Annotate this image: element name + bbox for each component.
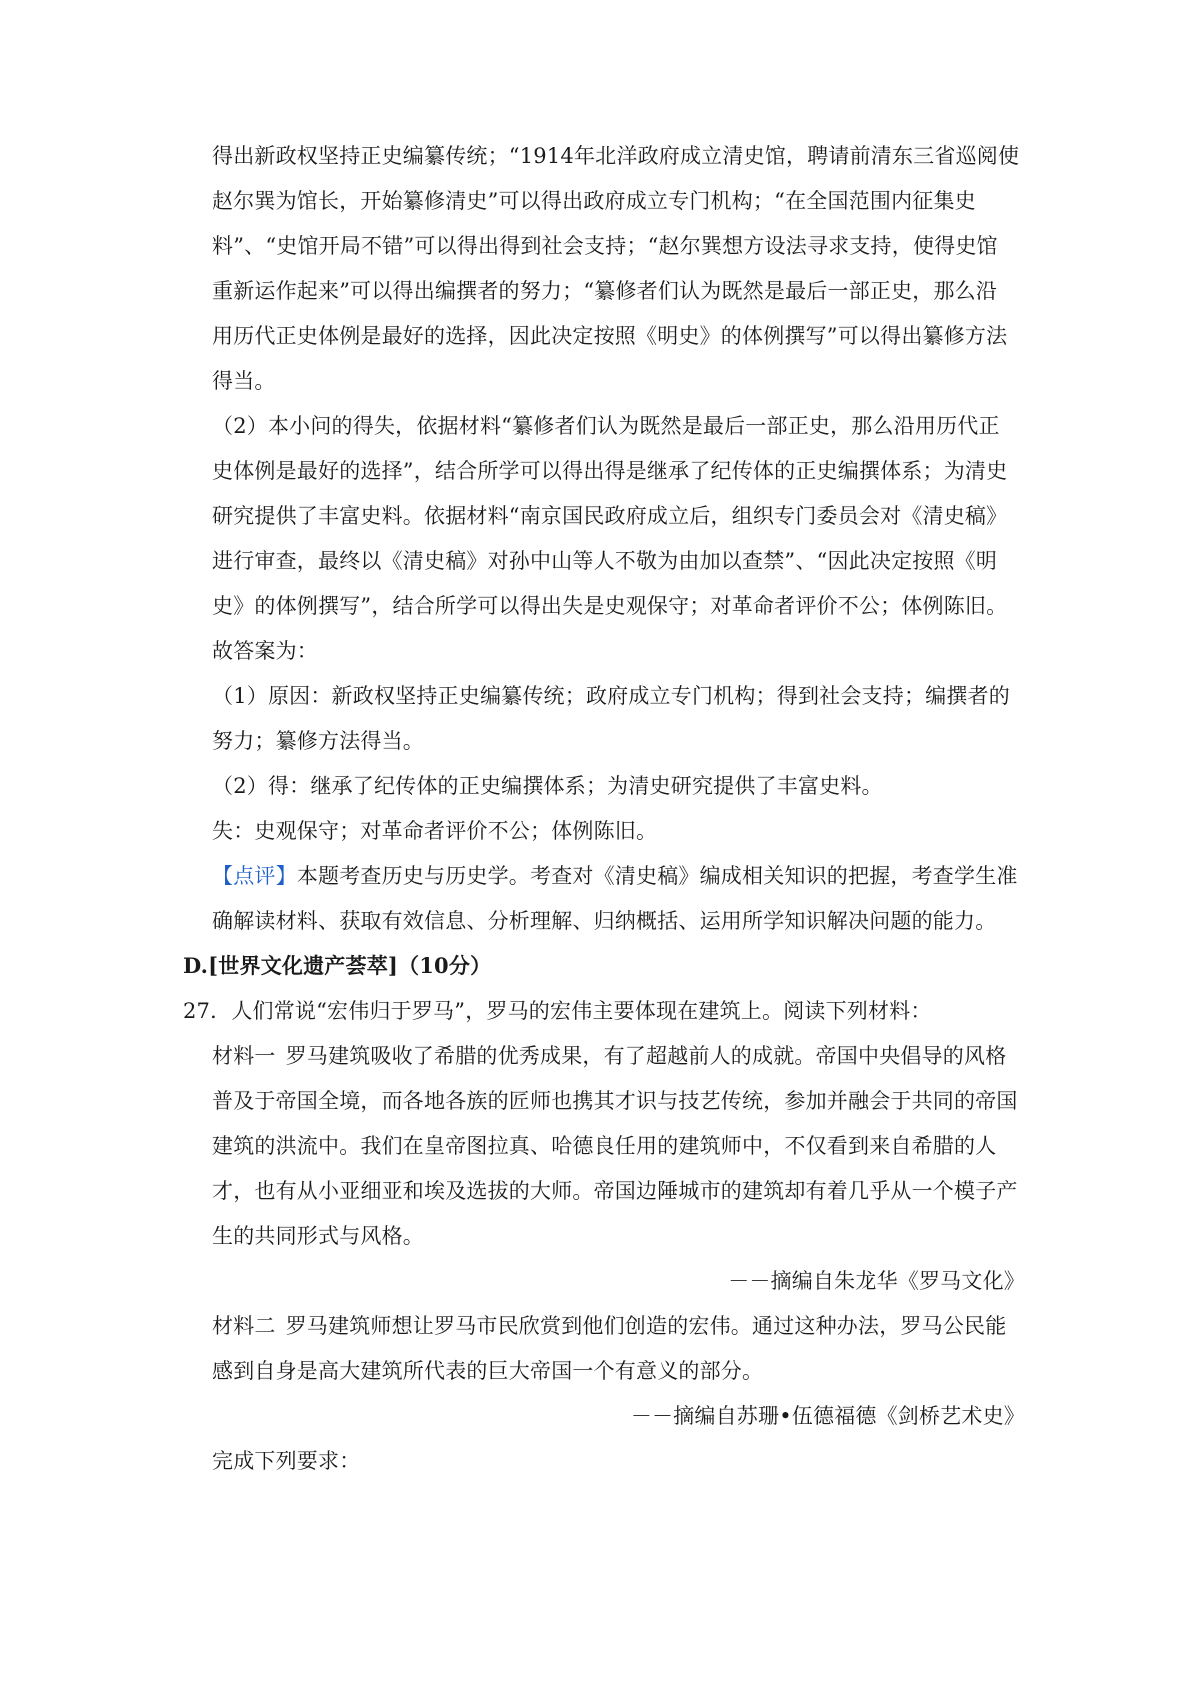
paragraph-line: 赵尔巽为馆长，开始纂修清史”可以得出政府成立专门机构；“在全国范围内征集史 (212, 189, 976, 213)
material-label: 材料二 (212, 1314, 276, 1338)
material-line: 生的共同形式与风格。 (212, 1224, 424, 1248)
material-line: 普及于帝国全境，而各地各族的匠师也携其才识与技艺传统，参加并融会于共同的帝国 (212, 1089, 1018, 1113)
material-line: 建筑的洪流中。我们在皇帝图拉真、哈德良任用的建筑师中，不仅看到来自希腊的人 (212, 1134, 997, 1158)
commentary-text: 本题考查历史与历史学。考查对《清史稿》编成相关知识的把握，考查学生准 (296, 864, 1018, 888)
material-source: －－摘编自苏珊•伍德福德《剑桥艺术史》 (630, 1404, 1025, 1428)
commentary-tag: 【点评】 (212, 864, 297, 888)
answer-line: （1）原因：新政权坚持正史编纂传统；政府成立专门机构；得到社会支持；编撰者的 (212, 684, 1010, 708)
paragraph-line: 得出新政权坚持正史编纂传统；“1914年北洋政府成立清史馆，聘请前清东三省巡阅使 (212, 144, 1020, 168)
paragraph-line: （2）本小问的得失，依据材料“纂修者们认为既然是最后一部正史，那么沿用历代正 (212, 414, 1000, 438)
answer-heading: 故答案为： (212, 639, 318, 663)
requirements-heading: 完成下列要求： (212, 1449, 361, 1473)
paragraph-line: 用历代正史体例是最好的选择，因此决定按照《明史》的体例撰写”可以得出纂修方法 (212, 324, 1008, 348)
paragraph-line: 进行审查，最终以《清史稿》对孙中山等人不敬为由加以查禁”、“因此决定按照《明 (212, 549, 998, 573)
paragraph-line: 重新运作起来”可以得出编撰者的努力；“纂修者们认为既然是最后一部正史，那么沿 (212, 279, 998, 303)
paragraph-line: 料”、“史馆开局不错”可以得出得到社会支持；“赵尔巽想方设法寻求支持，使得史馆 (212, 234, 998, 258)
section-heading: D.[世界文化遗产荟萃]（10分） (183, 953, 492, 978)
material-line (212, 1041, 1006, 1071)
paragraph-line: 史体例是最好的选择”，结合所学可以得出得是继承了纪传体的正史编撰体系；为清史 (212, 459, 1008, 483)
material-line: 感到自身是高大建筑所代表的巨大帝国一个有意义的部分。 (212, 1359, 764, 1383)
paragraph-line: 得当。 (212, 369, 276, 393)
material-text: 罗马建筑吸收了希腊的优秀成果，有了超越前人的成就。帝国中央倡导的风格 (285, 1044, 1007, 1068)
material-line (212, 1311, 1006, 1341)
paragraph-line: 研究提供了丰富史料。依据材料“南京国民政府成立后，组织专门委员会对《清史稿》 (212, 504, 1008, 528)
answer-line: 失：史观保守；对革命者评价不公；体例陈旧。 (212, 819, 658, 843)
commentary-line: 确解读材料、获取有效信息、分析理解、归纳概括、运用所学知识解决问题的能力。 (212, 909, 997, 933)
answer-line: 努力；纂修方法得当。 (212, 729, 424, 753)
question-stem: 27．人们常说“宏伟归于罗马”，罗马的宏伟主要体现在建筑上。阅读下列材料： (183, 999, 932, 1023)
commentary-line (212, 861, 1018, 891)
material-label: 材料一 (212, 1044, 276, 1068)
material-line: 才，也有从小亚细亚和埃及选拔的大师。帝国边陲城市的建筑却有着几乎从一个模子产 (212, 1179, 1018, 1203)
answer-line: （2）得：继承了纪传体的正史编撰体系；为清史研究提供了丰富史料。 (212, 774, 883, 798)
material-source: －－摘编自朱龙华《罗马文化》 (728, 1269, 1025, 1293)
material-text: 罗马建筑师想让罗马市民欣赏到他们创造的宏伟。通过这种办法，罗马公民能 (285, 1314, 1007, 1338)
paragraph-line: 史》的体例撰写”，结合所学可以得出失是史观保守；对革命者评价不公；体例陈旧。 (212, 594, 1008, 618)
